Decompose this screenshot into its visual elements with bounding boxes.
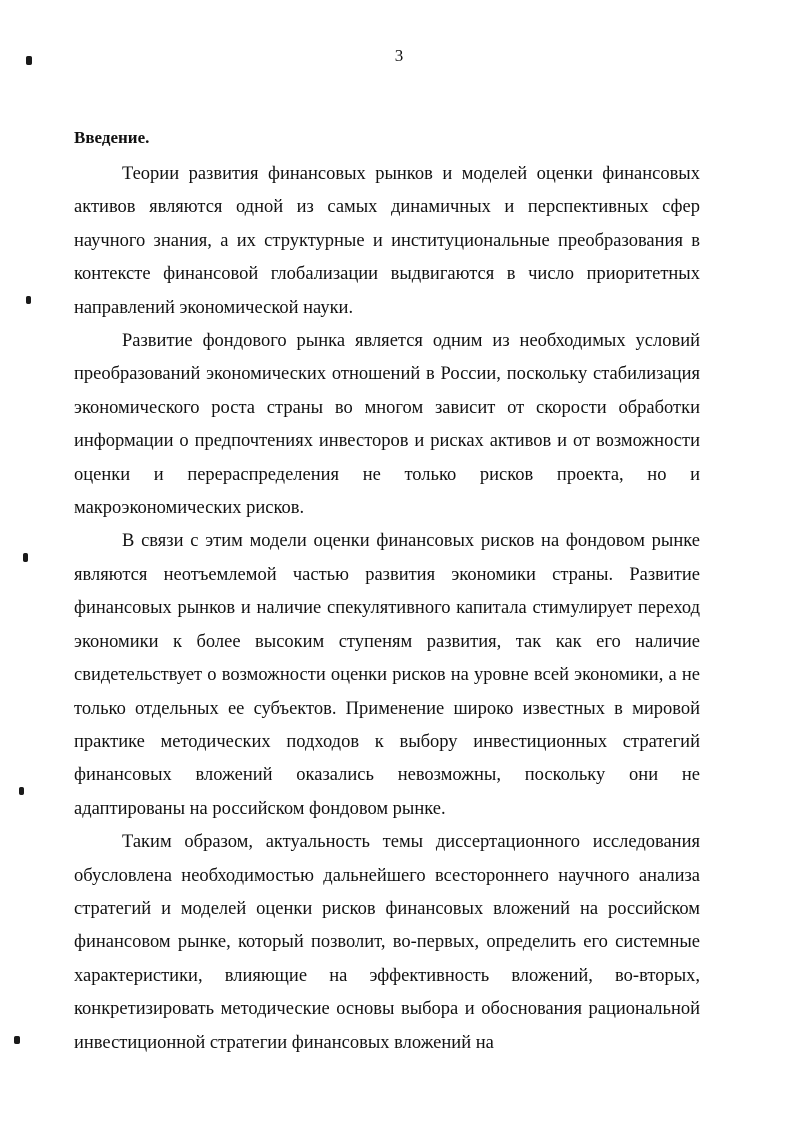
paragraph: Развитие фондового рынка является одним из необходимых условий преобразований экономических отношений в России, поскольку стабилизация экономического роста страны во многом зависит от скорости обработки информации о предпочтениях инвесторов и рисках активов и от возможности оценки и перераспределения не только рисков проекта, но и макроэкономических рисков. [74,331,700,519]
binding-hole-mark [14,1036,20,1044]
body-text [74,158,700,1060]
binding-hole-mark [23,553,28,562]
binding-hole-mark [19,787,24,795]
paragraph: Теории развития финансовых рынков и моделей оценки финансовых активов являются одной из самых динамичных и перспективных сфер научного знания, а их структурные и институциональные преобразования в контексте финансовой глобализации выдвигаются в число приоритетных направлений экономической науки. [74,164,700,318]
paragraph: В связи с этим модели оценки финансовых рисков на фондовом рынке являются неотъемлемой частью развития экономики страны. Развитие финансовых рынков и наличие спекулятивного капитала стимулирует переход экономики к более высоким ступеням развития, так как его наличие свидетельствует о возможности оценки рисков на уровне всей экономики, а не только отдельных ее субъектов. Применение широко известных в мировой практике методических подходов к выбору инвестиционных стратегий финансовых вложений оказались невозможны, поскольку они не адаптированы на российском фондовом рынке. [74,531,700,819]
paragraph: Таким образом, актуальность темы диссертационного исследования обусловлена необходимостью дальнейшего всестороннего научного анализа стратегий и моделей оценки рисков финансовых вложений на российском финансовом рынке, который позволит, во-первых, определить его системные характеристики, влияющие на эффективность вложений, во-вторых, конкретизировать методические основы выбора и обоснования рациональной инвестиционной стратегии финансовых вложений на [74,832,700,1053]
section-heading: Введение. [74,128,150,147]
page-number: 3 [394,46,404,65]
binding-hole-mark [26,296,31,304]
